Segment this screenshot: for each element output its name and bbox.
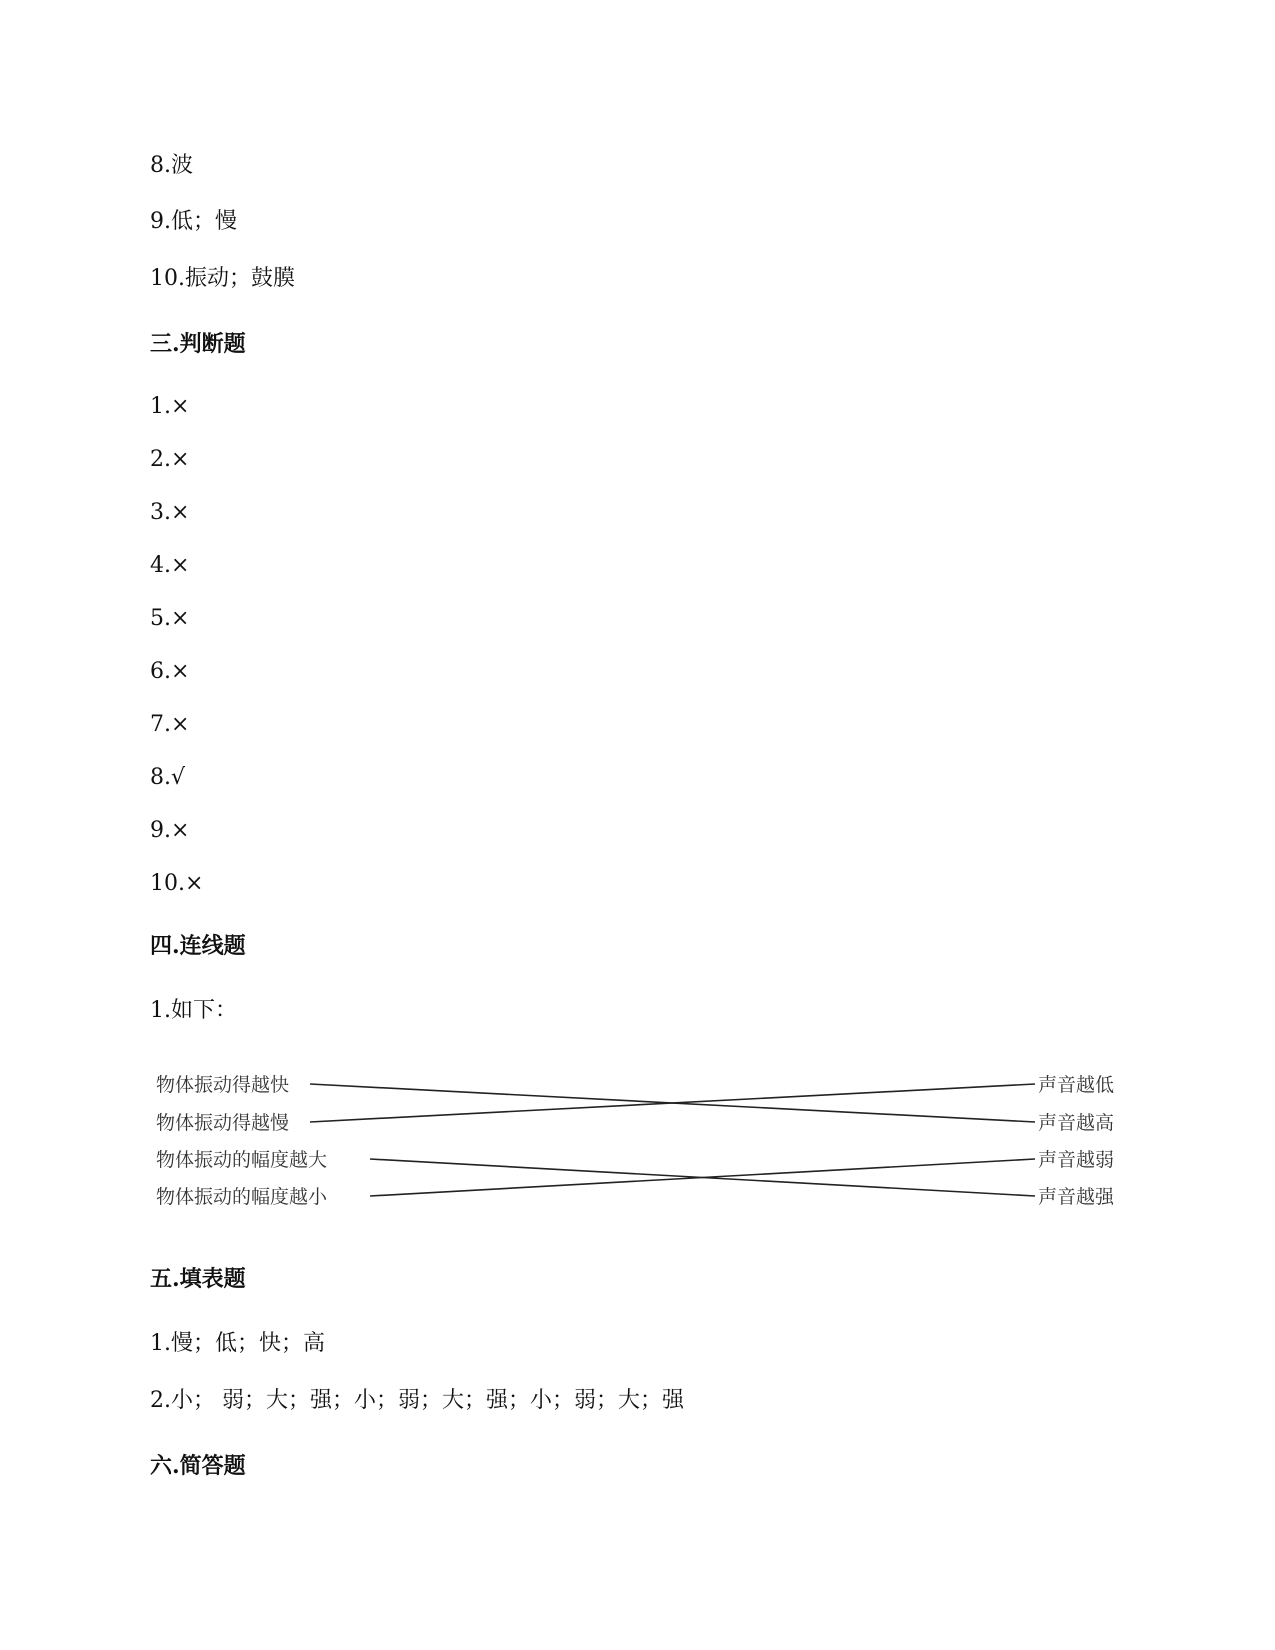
judgement-answer: 9.× [150, 818, 190, 843]
matching-intro: 1.如下： [150, 998, 237, 1023]
matching-right-item: 声音越高 [1038, 1112, 1115, 1134]
judgement-answer: 8.√ [150, 765, 186, 790]
section-heading-judgement: 三.判断题 [150, 331, 246, 357]
answer-line: 9.低；慢 [150, 209, 237, 234]
judgement-answer: 7.× [150, 712, 190, 737]
answer-line: 10.振动；鼓膜 [150, 266, 295, 291]
section-heading-short-answer: 六.简答题 [150, 1453, 246, 1479]
matching-right-item: 声音越弱 [1038, 1149, 1115, 1171]
judgement-answer: 2.× [150, 447, 190, 472]
judgement-answer: 10.× [150, 871, 204, 896]
judgement-answer: 1.× [150, 394, 190, 419]
section-heading-fill-table: 五.填表题 [150, 1266, 246, 1292]
matching-left-item: 物体振动的幅度越大 [156, 1149, 328, 1171]
judgement-answer: 3.× [150, 500, 190, 525]
section-heading-matching: 四.连线题 [150, 933, 246, 959]
matching-left-column [156, 1074, 328, 1208]
judgement-answer: 6.× [150, 659, 190, 684]
matching-right-column [1038, 1074, 1115, 1208]
matching-right-item: 声音越强 [1038, 1186, 1115, 1208]
matching-left-item: 物体振动得越快 [156, 1074, 290, 1096]
judgement-answer: 5.× [150, 606, 190, 631]
matching-diagram [150, 1062, 1120, 1222]
answer-line: 8.波 [150, 153, 193, 178]
matching-right-item: 声音越低 [1038, 1074, 1115, 1096]
matching-lines [310, 1084, 1035, 1196]
fill-table-answer: 1.慢；低；快；高 [150, 1331, 325, 1356]
judgement-answer: 4.× [150, 553, 190, 578]
fill-table-answer: 2.小； 弱；大；强；小；弱；大；强；小；弱；大；强 [150, 1388, 684, 1413]
matching-left-item: 物体振动的幅度越小 [156, 1186, 328, 1208]
matching-left-item: 物体振动得越慢 [156, 1112, 290, 1134]
